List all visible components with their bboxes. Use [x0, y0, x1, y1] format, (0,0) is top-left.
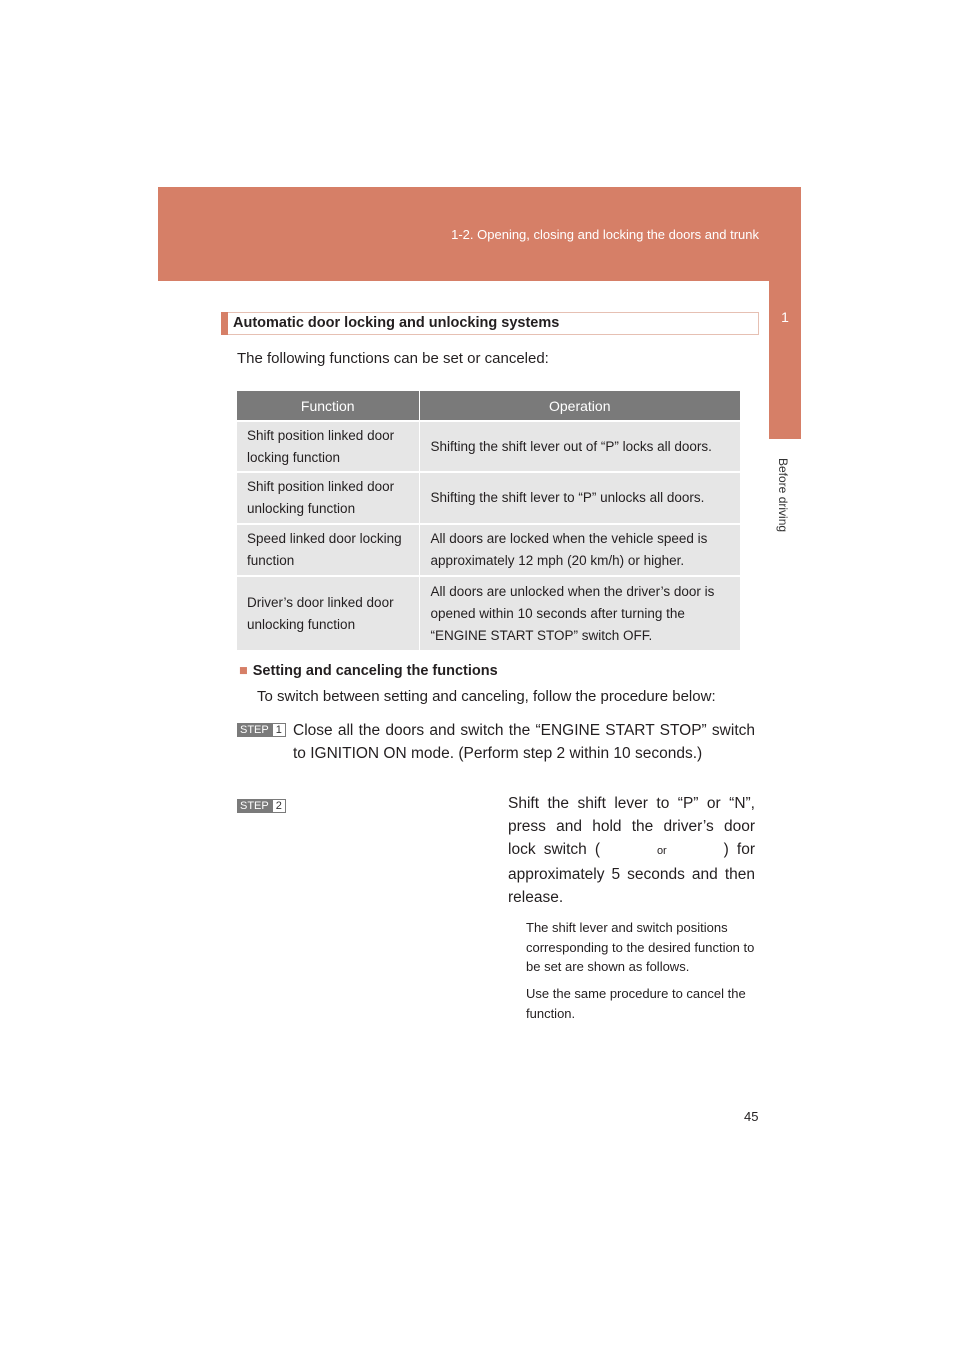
page-number: 45 — [744, 1109, 759, 1124]
subsection-heading-text: Setting and canceling the functions — [252, 663, 498, 679]
heading-accent-bar — [221, 312, 228, 335]
note-cancel: Use the same procedure to cancel the function. — [526, 986, 746, 1021]
step-1-badge — [237, 723, 286, 737]
step-2-or: or — [656, 845, 667, 857]
step-badge-label: STEP — [237, 799, 272, 813]
step-2-text — [508, 792, 755, 909]
function-cell: Shift position linked door unlocking function — [237, 472, 419, 524]
operation-cell: Shifting the shift lever to “P” unlocks all doors. — [419, 472, 740, 524]
table-row — [237, 472, 740, 524]
section-intro: The following functions can be set or canceled: — [237, 350, 549, 367]
subsection-heading — [239, 663, 498, 679]
operation-cell: All doors are locked when the vehicle speed is approximately 12 mph (20 km/h) or higher. — [419, 524, 740, 576]
table-row — [237, 576, 740, 650]
operation-cell: Shifting the shift lever out of “P” locks all doors. — [419, 421, 740, 472]
step-2-badge — [237, 799, 286, 813]
step-badge-number: 1 — [272, 723, 286, 737]
section-heading-box — [221, 312, 759, 335]
header-section-title: 1-2. Opening, closing and locking the doors and trunk — [451, 227, 759, 242]
note-positions: The shift lever and switch positions corresponding to the desired function to be set are shown as follows. — [526, 920, 755, 974]
section-heading: Automatic door locking and unlocking systems — [233, 315, 560, 331]
operation-cell: All doors are unlocked when the driver’s door is opened within 10 seconds after turning the “ENGINE START STOP” switch OFF. — [419, 576, 740, 650]
function-table — [237, 391, 740, 650]
step-badge-label: STEP — [237, 723, 272, 737]
function-cell: Speed linked door locking function — [237, 524, 419, 576]
chapter-number: 1 — [781, 309, 789, 325]
subsection-intro: To switch between setting and canceling, follow the procedure below: — [257, 688, 716, 705]
table-header-operation: Operation — [419, 391, 740, 421]
step-2-text-after: ) for approximately 5 seconds and then release. — [508, 841, 755, 906]
chapter-tab — [769, 281, 801, 439]
table-header-function: Function — [237, 391, 419, 421]
table-row — [237, 524, 740, 576]
step-2-text-before: Shift the shift lever to “P” or “N”, press and hold the driver’s door lock switch ( — [508, 795, 755, 858]
square-bullet-icon: ■ — [239, 663, 248, 679]
step-badge-number: 2 — [272, 799, 286, 813]
page-header-band — [158, 187, 801, 281]
table-row — [237, 421, 740, 472]
table-header-row — [237, 391, 740, 421]
function-cell: Shift position linked door locking function — [237, 421, 419, 472]
step-1-text: Close all the doors and switch the “ENGINE START STOP” switch to IGNITION ON mode. (Perform step 2 within 10 seconds.) — [293, 722, 755, 762]
function-cell: Driver’s door linked door unlocking function — [237, 576, 419, 650]
chapter-label: Before driving — [776, 458, 790, 533]
